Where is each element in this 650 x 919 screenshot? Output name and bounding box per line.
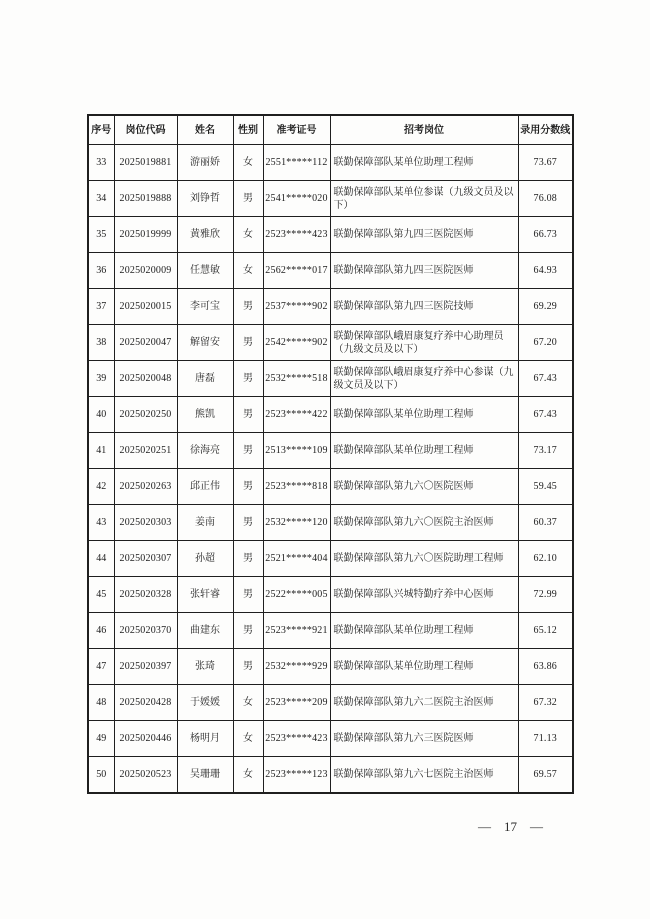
footer-dash-right: — — [530, 819, 543, 834]
table-row — [88, 397, 573, 433]
cell-position: 联勤保障部队第九六二医院主治医师 — [330, 685, 518, 721]
page-number-footer — [478, 819, 543, 835]
cell-ticket: 2522*****005 — [263, 577, 330, 613]
cell-gender: 男 — [233, 505, 263, 541]
cell-seq: 41 — [88, 433, 114, 469]
cell-seq: 42 — [88, 469, 114, 505]
cell-code: 2025020015 — [114, 289, 177, 325]
cell-code: 2025019881 — [114, 145, 177, 181]
cell-position: 联勤保障部队第九六三医院医师 — [330, 721, 518, 757]
cell-position: 联勤保障部队第九六〇医院助理工程师 — [330, 541, 518, 577]
cell-score: 73.67 — [518, 145, 573, 181]
results-table — [87, 114, 574, 794]
cell-gender: 男 — [233, 469, 263, 505]
cell-seq: 33 — [88, 145, 114, 181]
cell-seq: 45 — [88, 577, 114, 613]
cell-name: 任慧敏 — [177, 253, 233, 289]
cell-name: 徐海亮 — [177, 433, 233, 469]
table-body — [88, 145, 573, 794]
cell-seq: 34 — [88, 181, 114, 217]
cell-gender: 女 — [233, 145, 263, 181]
cell-position: 联勤保障部队兴城特勤疗养中心医师 — [330, 577, 518, 613]
cell-score: 67.43 — [518, 397, 573, 433]
cell-score: 67.32 — [518, 685, 573, 721]
cell-code: 2025020307 — [114, 541, 177, 577]
cell-name: 曲建东 — [177, 613, 233, 649]
table-row — [88, 325, 573, 361]
table-row — [88, 469, 573, 505]
cell-name: 邱正伟 — [177, 469, 233, 505]
table-row — [88, 685, 573, 721]
cell-code: 2025019999 — [114, 217, 177, 253]
col-score: 录用分数线 — [518, 115, 573, 145]
cell-position: 联勤保障部队某单位助理工程师 — [330, 649, 518, 685]
table-row — [88, 721, 573, 757]
cell-ticket: 2523*****209 — [263, 685, 330, 721]
cell-gender: 女 — [233, 685, 263, 721]
table-row — [88, 757, 573, 794]
cell-name: 张琦 — [177, 649, 233, 685]
cell-score: 69.57 — [518, 757, 573, 794]
cell-position: 联勤保障部队第九四三医院技师 — [330, 289, 518, 325]
cell-name: 吴珊珊 — [177, 757, 233, 794]
col-gender: 性别 — [233, 115, 263, 145]
cell-seq: 48 — [88, 685, 114, 721]
cell-seq: 37 — [88, 289, 114, 325]
header-row — [88, 115, 573, 145]
cell-name: 姜南 — [177, 505, 233, 541]
cell-position: 联勤保障部队第九六〇医院医师 — [330, 469, 518, 505]
cell-code: 2025020303 — [114, 505, 177, 541]
cell-gender: 男 — [233, 181, 263, 217]
cell-score: 67.20 — [518, 325, 573, 361]
cell-position: 联勤保障部队第九四三医院医师 — [330, 217, 518, 253]
cell-gender: 男 — [233, 613, 263, 649]
col-ticket: 准考证号 — [263, 115, 330, 145]
cell-gender: 女 — [233, 253, 263, 289]
cell-code: 2025020251 — [114, 433, 177, 469]
cell-name: 于媛媛 — [177, 685, 233, 721]
cell-ticket: 2523*****423 — [263, 721, 330, 757]
cell-ticket: 2523*****423 — [263, 217, 330, 253]
cell-score: 65.12 — [518, 613, 573, 649]
cell-name: 杨明月 — [177, 721, 233, 757]
cell-code: 2025020328 — [114, 577, 177, 613]
cell-seq: 40 — [88, 397, 114, 433]
table-row — [88, 217, 573, 253]
cell-gender: 男 — [233, 649, 263, 685]
cell-score: 67.43 — [518, 361, 573, 397]
cell-ticket: 2532*****518 — [263, 361, 330, 397]
cell-gender: 男 — [233, 289, 263, 325]
cell-score: 69.29 — [518, 289, 573, 325]
table-row — [88, 361, 573, 397]
cell-seq: 44 — [88, 541, 114, 577]
cell-gender: 男 — [233, 433, 263, 469]
cell-gender: 男 — [233, 325, 263, 361]
cell-code: 2025020250 — [114, 397, 177, 433]
table-row — [88, 649, 573, 685]
cell-ticket: 2532*****120 — [263, 505, 330, 541]
cell-score: 59.45 — [518, 469, 573, 505]
cell-code: 2025020428 — [114, 685, 177, 721]
cell-score: 72.99 — [518, 577, 573, 613]
cell-position: 联勤保障部队峨眉康复疗养中心参谋（九级文员及以下） — [330, 361, 518, 397]
cell-seq: 43 — [88, 505, 114, 541]
cell-ticket: 2541*****020 — [263, 181, 330, 217]
cell-ticket: 2521*****404 — [263, 541, 330, 577]
table-row — [88, 289, 573, 325]
cell-name: 张轩睿 — [177, 577, 233, 613]
table-row — [88, 541, 573, 577]
cell-ticket: 2523*****422 — [263, 397, 330, 433]
cell-position: 联勤保障部队第九六〇医院主治医师 — [330, 505, 518, 541]
table-row — [88, 253, 573, 289]
cell-score: 64.93 — [518, 253, 573, 289]
cell-name: 黄雅欣 — [177, 217, 233, 253]
cell-ticket: 2551*****112 — [263, 145, 330, 181]
cell-ticket: 2523*****123 — [263, 757, 330, 794]
col-position: 招考岗位 — [330, 115, 518, 145]
cell-ticket: 2542*****902 — [263, 325, 330, 361]
cell-position: 联勤保障部队某单位助理工程师 — [330, 613, 518, 649]
cell-position: 联勤保障部队某单位助理工程师 — [330, 433, 518, 469]
cell-gender: 男 — [233, 577, 263, 613]
cell-ticket: 2562*****017 — [263, 253, 330, 289]
table-row — [88, 433, 573, 469]
table-row — [88, 145, 573, 181]
table-row — [88, 577, 573, 613]
cell-code: 2025020263 — [114, 469, 177, 505]
cell-code: 2025019888 — [114, 181, 177, 217]
cell-score: 60.37 — [518, 505, 573, 541]
cell-score: 62.10 — [518, 541, 573, 577]
cell-name: 刘铮哲 — [177, 181, 233, 217]
cell-position: 联勤保障部队第九四三医院医师 — [330, 253, 518, 289]
cell-seq: 38 — [88, 325, 114, 361]
cell-ticket: 2532*****929 — [263, 649, 330, 685]
cell-position: 联勤保障部队第九六七医院主治医师 — [330, 757, 518, 794]
cell-gender: 女 — [233, 757, 263, 794]
cell-gender: 女 — [233, 721, 263, 757]
cell-code: 2025020397 — [114, 649, 177, 685]
table-row — [88, 181, 573, 217]
table-header — [88, 115, 573, 145]
cell-gender: 女 — [233, 217, 263, 253]
cell-ticket: 2537*****902 — [263, 289, 330, 325]
cell-score: 63.86 — [518, 649, 573, 685]
cell-ticket: 2523*****818 — [263, 469, 330, 505]
cell-position: 联勤保障部队峨眉康复疗养中心助理员（九级文员及以下） — [330, 325, 518, 361]
cell-seq: 36 — [88, 253, 114, 289]
cell-gender: 男 — [233, 397, 263, 433]
cell-ticket: 2523*****921 — [263, 613, 330, 649]
cell-name: 唐磊 — [177, 361, 233, 397]
cell-name: 孙超 — [177, 541, 233, 577]
cell-gender: 男 — [233, 361, 263, 397]
page-number: 17 — [504, 819, 517, 834]
cell-code: 2025020009 — [114, 253, 177, 289]
cell-seq: 46 — [88, 613, 114, 649]
cell-name: 解留安 — [177, 325, 233, 361]
cell-seq: 49 — [88, 721, 114, 757]
cell-code: 2025020370 — [114, 613, 177, 649]
cell-score: 66.73 — [518, 217, 573, 253]
cell-name: 熊凯 — [177, 397, 233, 433]
footer-dash-left: — — [478, 819, 491, 834]
cell-ticket: 2513*****109 — [263, 433, 330, 469]
cell-score: 71.13 — [518, 721, 573, 757]
cell-seq: 50 — [88, 757, 114, 794]
cell-seq: 35 — [88, 217, 114, 253]
cell-code: 2025020523 — [114, 757, 177, 794]
cell-gender: 男 — [233, 541, 263, 577]
cell-seq: 39 — [88, 361, 114, 397]
cell-name: 李可宝 — [177, 289, 233, 325]
col-name: 姓名 — [177, 115, 233, 145]
cell-score: 73.17 — [518, 433, 573, 469]
cell-code: 2025020047 — [114, 325, 177, 361]
col-code: 岗位代码 — [114, 115, 177, 145]
cell-name: 游丽娇 — [177, 145, 233, 181]
cell-code: 2025020048 — [114, 361, 177, 397]
cell-position: 联勤保障部队某单位参谋（九级文员及以下） — [330, 181, 518, 217]
cell-position: 联勤保障部队某单位助理工程师 — [330, 397, 518, 433]
table-row — [88, 613, 573, 649]
table-row — [88, 505, 573, 541]
col-seq: 序号 — [88, 115, 114, 145]
cell-position: 联勤保障部队某单位助理工程师 — [330, 145, 518, 181]
cell-seq: 47 — [88, 649, 114, 685]
cell-score: 76.08 — [518, 181, 573, 217]
cell-code: 2025020446 — [114, 721, 177, 757]
